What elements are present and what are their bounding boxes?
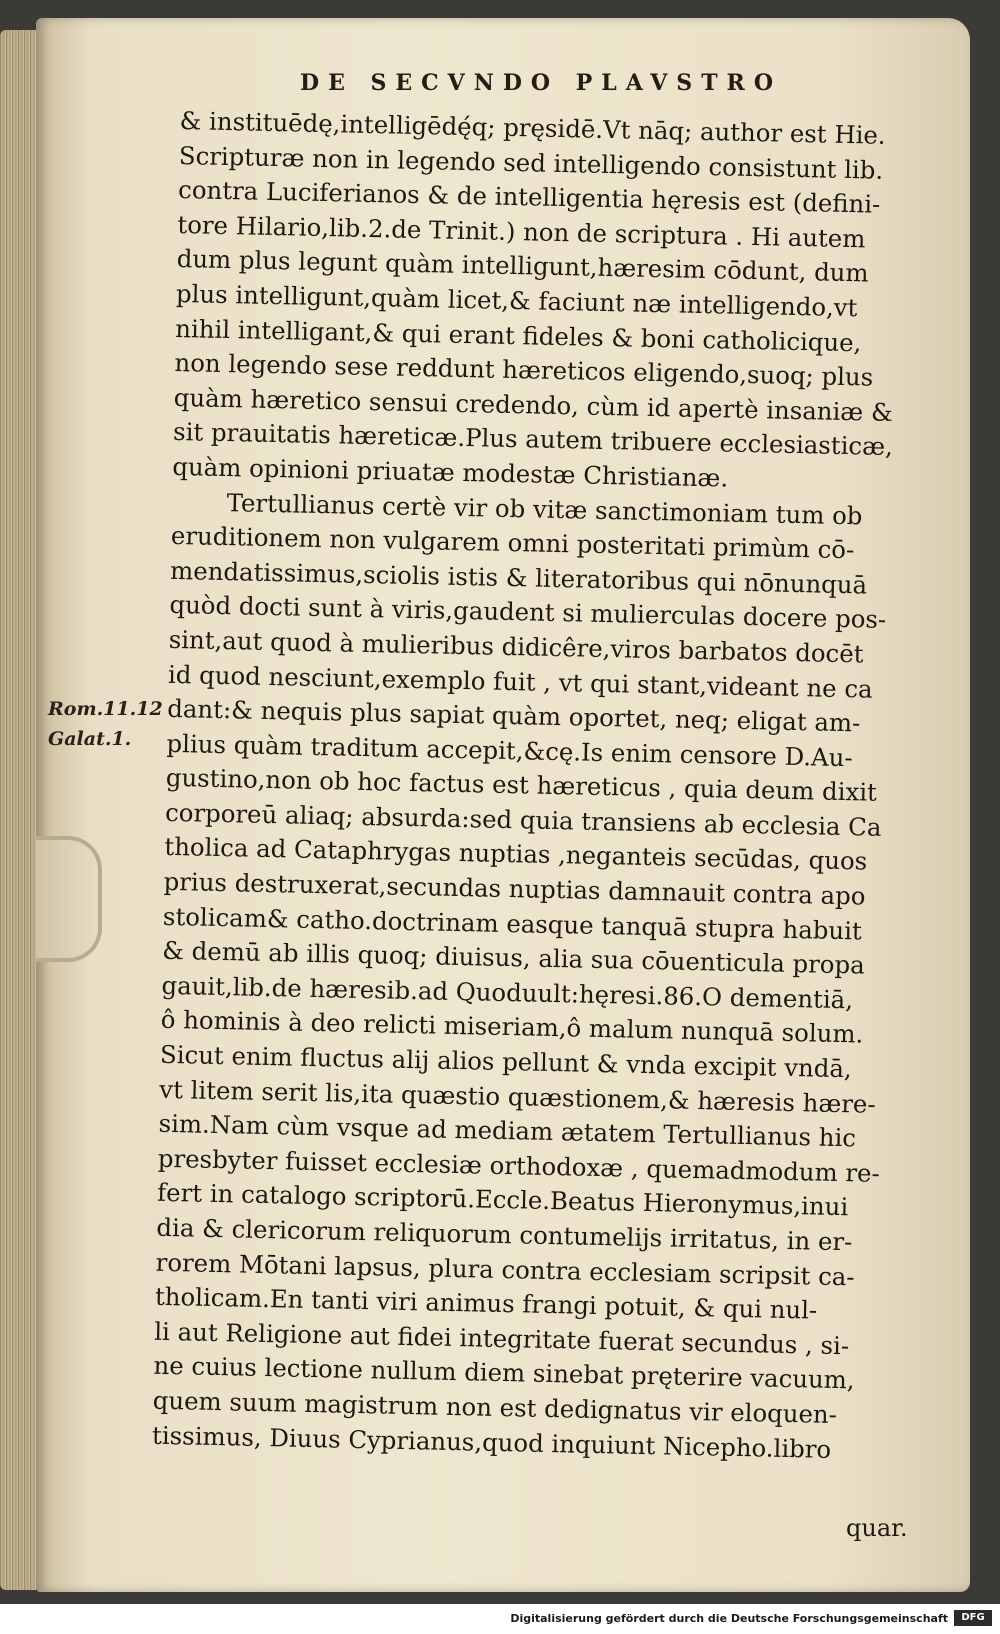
text-line: stolicam& catho.doctrinam easque tanquā stupra habuit [162, 901, 863, 946]
text-line: gauit,lib.de hæresib.ad Quoduult:hęresi.86.O dementiā, [161, 970, 854, 1015]
text-line: eruditionem non vulgarem omni posteritati primùm cō- [170, 521, 855, 565]
text-line: quem suum magistrum non est dedignatus vir eloquen- [152, 1385, 838, 1430]
catchword: quar. [846, 1514, 908, 1542]
book-clasp [36, 836, 102, 962]
text-line: dum plus legunt quàm intelligunt,hæresim cōdunt, dum [176, 244, 869, 288]
text-line: mendatissimus,sciolis istis & literatoribus qui nōnunquā [169, 555, 868, 600]
text-line: ô hominis à deo relicti miseriam,ô malum nunquā solum. [160, 1005, 864, 1049]
text-line: tore Hilario,lib.2.de Trinit.) non de scriptura . Hi autem [177, 209, 866, 254]
body-text [152, 104, 920, 1468]
text-line: quòd docti sunt à viris,gaudent si mulierculas docere pos- [169, 590, 887, 635]
text-line: & instituēdę,intelligēdę́q; pręsidē.Vt nāq; author est Hie. [179, 105, 886, 150]
text-line: presbyter fuisset ecclesiæ orthodoxæ , quemadmodum re- [157, 1143, 881, 1188]
text-line: plus intelligunt,quàm licet,& faciunt næ intelligendo,vt [175, 278, 858, 323]
text-line: id quod nesciunt,exemplo fuit , vt qui stant,videant ne ca [167, 659, 873, 704]
text-line: plius quàm traditum accepit,&cę.Is enim censore D.Au- [166, 728, 853, 772]
text-line: sim.Nam cùm vsque ad mediam ætatem Tertullianus hic [158, 1108, 857, 1153]
text-line: nihil intelligant,& qui erant fideles & boni catholicique, [175, 313, 862, 357]
text-line: li aut Religione aut fidei integritate fuerat secundus , si- [153, 1316, 850, 1361]
text-line: rorem Mōtani lapsus, plura contra ecclesiam scripsit ca- [155, 1247, 855, 1291]
text-line: dia & clericorum reliquorum contumelijs irritatus, in er- [156, 1212, 853, 1257]
text-line: tissimus, Diuus Cyprianus,quod inquiunt Nicepho.libro [151, 1420, 832, 1464]
text-line: Scripturæ non in legendo sed intelligendo consistunt lib. [178, 140, 884, 185]
text-line: sit prauitatis hæreticæ.Plus autem tribuere ecclesiasticæ, [172, 417, 894, 462]
text-line: ne cuius lectione nullum diem sinebat pręterire vacuum, [153, 1351, 855, 1395]
text-line: contra Luciferianos & de intelligentia hęresis est (defini- [177, 175, 881, 219]
text-line: Tertullianus certè vir ob vitæ sanctimoniam tum ob [226, 487, 863, 530]
text-line: & demū ab illis quoq; diuisus, alia sua cōuenticula propa [161, 936, 865, 980]
text-line: dant:& nequis plus sapiat quàm oportet, neq; eligat am- [167, 693, 861, 738]
marginal-note: Galat.1. [48, 728, 132, 750]
text-line: quàm opinioni priuatæ modestæ Christianæ. [172, 451, 729, 493]
running-head: DE SECVNDO PLAVSTRO [300, 70, 783, 96]
text-line: quàm hæretico sensui credendo, cùm id apertè insaniæ & [173, 382, 894, 427]
marginal-notes [48, 694, 168, 754]
footer-banner [0, 1604, 1000, 1634]
text-line: fert in catalogo scriptorū.Eccle.Beatus Hieronymus,inui [156, 1178, 849, 1222]
footer-credit: Digitalisierung gefördert durch die Deutsche Forschungsgemeinschaft [510, 1612, 948, 1625]
text-line: corporeū aliaq; absurda:sed quia transiens ab ecclesia Ca [164, 797, 882, 842]
text-line: Sicut enim fluctus alij alios pellunt & vnda excipit vndā, [159, 1039, 852, 1084]
text-line: gustino,non ob hoc factus est hæreticus , quia deum dixit [165, 763, 878, 808]
marginal-note: Rom.11.12 [48, 698, 163, 720]
text-line: tholica ad Cataphrygas nuptias ,neganteis secūdas, quos [164, 832, 868, 877]
text-line: sint,aut quod à mulieribus didicêre,viros barbatos docēt [168, 624, 864, 669]
page-edge [0, 30, 36, 1590]
text-line: vt litem serit lis,ita quæstio quæstionem,& hæresis hære- [159, 1074, 876, 1119]
dfg-logo-icon: DFG [954, 1610, 992, 1626]
text-line: non legendo sese reddunt hæreticos eligendo,suoq; plus [174, 348, 874, 392]
text-line: tholicam.En tanti viri animus frangi potuit, & qui nul- [154, 1281, 818, 1325]
text-line: prius destruxerat,secundas nuptias damnauit contra apo [163, 866, 866, 911]
